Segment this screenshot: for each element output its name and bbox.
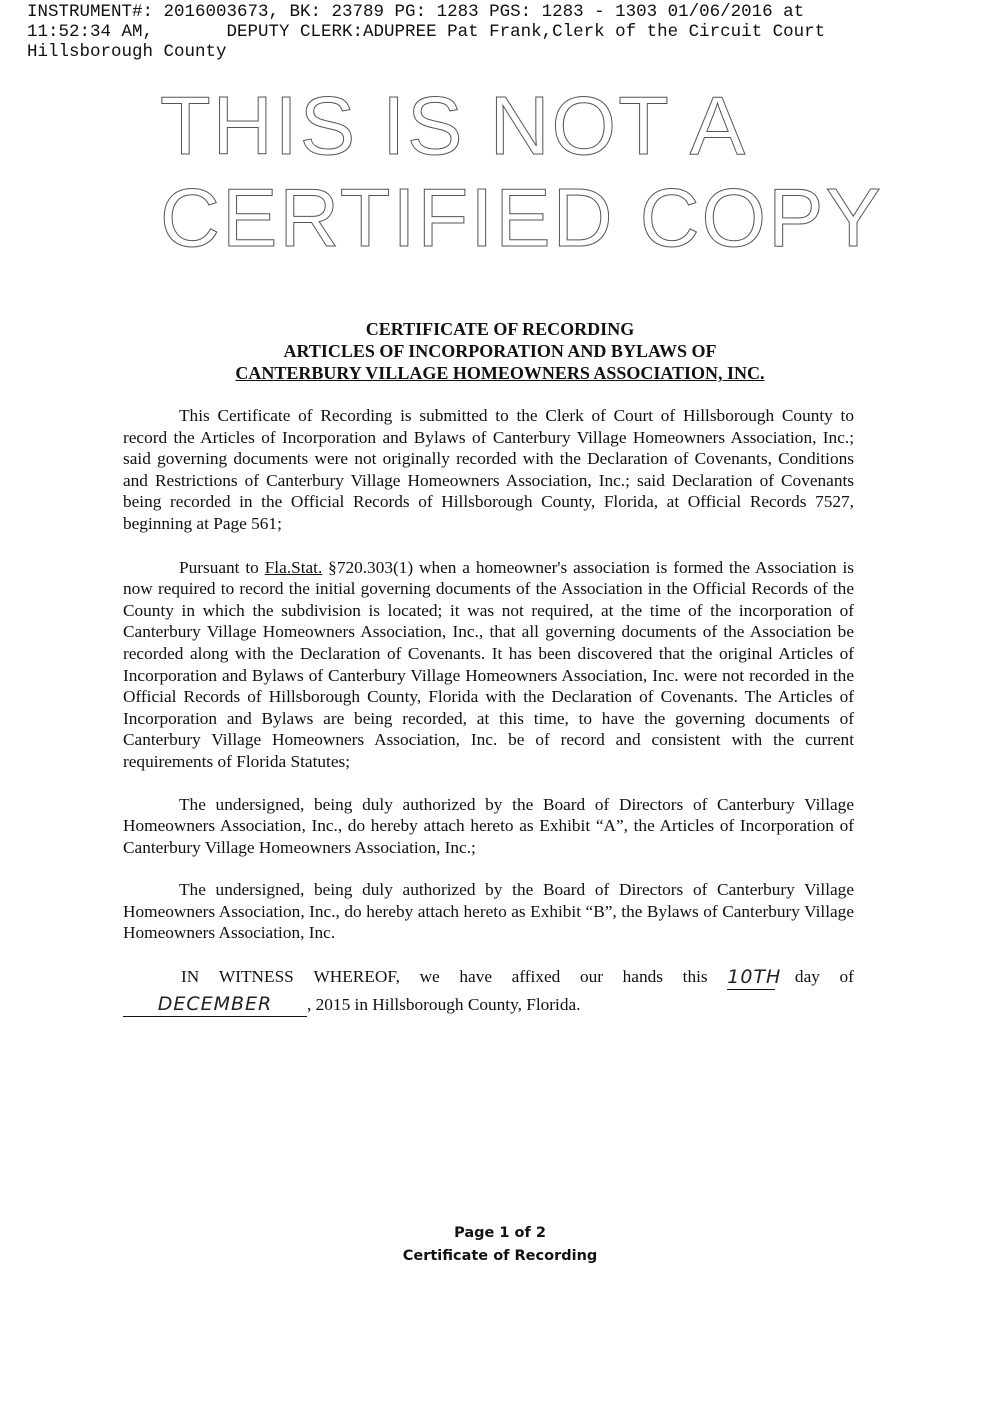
witness-word: affixed xyxy=(511,967,561,986)
paragraph-exhibit-b: The undersigned, being duly authorized by the Board of Directors of Canterbury Village Homeowners Association, Inc., do hereby attach hereto as Exhibit “B”, the Bylaws of Canterbury Village Homeowners Association, Inc. xyxy=(123,880,854,943)
witness-clause xyxy=(123,965,854,1017)
footer-doc-title: Certificate of Recording xyxy=(402,1248,598,1264)
title-line-2: ARTICLES OF INCORPORATION AND BYLAWS OF xyxy=(283,341,717,361)
paragraph-exhibit-a: The undersigned, being duly authorized by the Board of Directors of Canterbury Village Homeowners Association, Inc., do hereby attach hereto as Exhibit “A”, the Articles of Incorporation of Canterbury Village Homeowners Association, Inc.; xyxy=(123,794,854,857)
witness-word: our xyxy=(579,967,603,986)
title-line-1: CERTIFICATE OF RECORDING xyxy=(365,319,635,339)
witness-word: of xyxy=(839,967,854,986)
handwritten-month: DECEMBER xyxy=(123,992,307,1017)
witness-word: hands xyxy=(622,967,663,986)
document-body xyxy=(123,405,854,966)
witness-word: have xyxy=(459,967,493,986)
witness-word: WHEREOF, xyxy=(313,967,400,986)
witness-word: we xyxy=(419,967,440,986)
witness-word: day xyxy=(794,967,820,986)
witness-word: WITNESS xyxy=(218,967,294,986)
witness-word: this xyxy=(682,967,708,986)
witness-line-1 xyxy=(123,965,854,990)
page-footer xyxy=(0,1222,1000,1268)
witness-word: IN xyxy=(181,967,200,986)
statute-text: §720.303(1) when a homeowner's association is formed the Association is now required to record the initial governing documents of the Association in the Official Records of the County in which the subdivision is located; it was not required, at the time of the incorporation of Canterbury Village Homeowners Association, Inc., that all governing documents of the Association be recorded along with the Declaration of Covenants. It has been discovered that the original Articles of Incorporation and Bylaws of Canterbury Village Homeowners Association, Inc. were not recorded in the Official Records of Hillsborough County, Florida with the Declaration of Covenants. The Articles of Incorporation and Bylaws are being recorded, at this time, to have the governing documents of Canterbury Village Homeowners Association, Inc. be of record and consistent with the current requirements of Florida Statutes; xyxy=(123,557,854,771)
page-number: Page 1 of 2 xyxy=(454,1225,546,1241)
statute-lead: Pursuant to xyxy=(179,557,259,577)
watermark-line-2: CERTIFIED COPY xyxy=(160,171,883,264)
statute-citation: Fla.Stat. xyxy=(264,557,323,577)
stamp-line-3: Hillsborough County xyxy=(27,42,227,62)
watermark-line-1: THIS IS NOT A xyxy=(160,79,748,172)
document-title xyxy=(0,318,1000,384)
paragraph-statute xyxy=(123,557,854,773)
stamp-line-2: 11:52:34 AM, DEPUTY CLERK:ADUPREE Pat Frank,Clerk of the Circuit Court xyxy=(27,22,826,42)
handwritten-day: 10TH xyxy=(727,966,782,988)
stamp-line-1: INSTRUMENT#: 2016003673, BK: 23789 PG: 1283 PGS: 1283 - 1303 01/06/2016 at xyxy=(27,2,805,22)
title-line-3: CANTERBURY VILLAGE HOMEOWNERS ASSOCIATION, INC. xyxy=(235,363,765,383)
paragraph-submission: This Certificate of Recording is submitted to the Clerk of Court of Hillsborough County to record the Articles of Incorporation and Bylaws of Canterbury Village Homeowners Association, Inc.; said governing documents were not originally recorded with the Declaration of Covenants, Conditions and Restrictions of Canterbury Village Homeowners Association, Inc.; said Declaration of Covenants being recorded in the Official Records of Hillsborough County, Florida, at Official Records 7527, beginning at Page 561; xyxy=(123,406,854,533)
witness-line-2 xyxy=(123,992,854,1017)
witness-line-2-text: , 2015 in Hillsborough County, Florida. xyxy=(307,995,581,1014)
recording-stamp xyxy=(27,2,987,62)
not-certified-watermark xyxy=(160,79,883,264)
